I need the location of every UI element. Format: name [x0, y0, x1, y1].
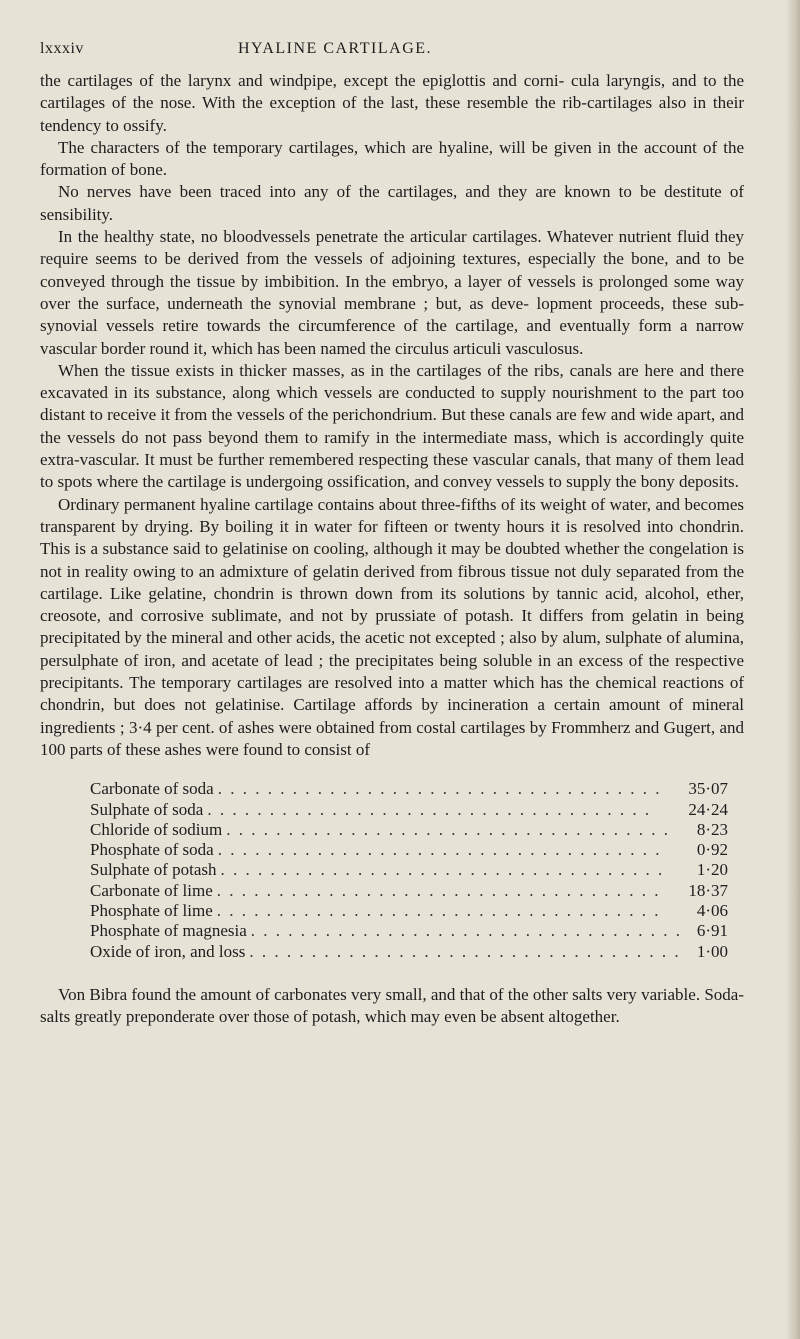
substance-value: 6·91	[696, 921, 728, 941]
paragraph: When the tissue exists in thicker masses, as in the cartilages of the ribs, canals are here and there excavated in its substance, along which vessels are conducted to supply nourishment to the part too distant to receive it from the vessels of the perichondrium. But these canals are few and wide apart, and the vessels do not pass beyond them to ramify in the intermediate mass, which is accordingly quite extra-vascular. It must be further remembered respecting these vascular canals, that many of them lead to spots where the cartilage is undergoing ossification, and convey vessels to supply the bony deposits.	[40, 360, 744, 492]
paragraph: No nerves have been traced into any of the cartilages, and they are known to be destitute of sensibility.	[40, 182, 744, 224]
closing-text	[40, 984, 744, 1029]
paragraph: In the healthy state, no bloodvessels penetrate the articular cartilages. Whatever nutrient fluid they require seems to be derived from the vessels of adjoining textures, especially the bone, and to be conveyed through the tissue by imbibition. In the embryo, a layer of vessels is prolonged some way over the surface, underneath the synovial membrane ; but, as deve- lopment proceeds, these sub-synovial vessels retire towards the circumference of the cartilage, and eventually form a narrow vascular border round it, which has been named the circulus articuli vasculosus.	[40, 227, 744, 358]
page-number: lxxxiv	[40, 40, 84, 57]
paragraph: the cartilages of the larynx and windpipe, except the epiglottis and corni- cula laryngis, and to the cartilages of the nose. With the exception of the last, these resemble the rib-cartilages also in their tendency to ossify.	[40, 71, 744, 135]
paragraph: Ordinary permanent hyaline cartilage contains about three-fifths of its weight of water, and becomes transparent by drying. By boiling it in water for fifteen or twenty hours it is resolved into chondrin. This is a substance said to gelatinise on cooling, although it may be doubted whether the congelation is not in reality owing to an admixture of gelatin derived from fibrous tissue not duly separated from the cartilage. Like gelatine, chondrin is thrown down from its solutions by tannic acid, alcohol, ether, creosote, and corrosive sublimate, and not by prussiate of potash. It differs from gelatin in being precipitated by the mineral and other acids, the acetic not excepted ; also by alum, sulphate of alumina, persulphate of iron, and acetate of lead ; the precipitates being soluble in an excess of the respective precipitants. The temporary cartilages are resolved into a matter which has the chemical reactions of chondrin, but does not gelatinise. Cartilage affords by incineration a certain amount of mineral ingredients ; 3·4 per cent. of ashes were obtained from costal cartilages by Frommherz and Gugert, and 100 parts of these ashes were found to consist of	[40, 494, 744, 759]
dot-leader	[213, 881, 680, 901]
substance-value: 24·24	[688, 799, 728, 819]
dot-leader	[213, 901, 680, 921]
substance-label: Oxide of iron, and loss	[90, 941, 246, 961]
substance-value: 35·07	[688, 779, 728, 799]
table-row	[90, 800, 728, 820]
table-row	[90, 901, 728, 921]
substance-value: 1·00	[696, 941, 728, 961]
ash-composition-table	[90, 779, 728, 962]
table-row	[90, 860, 728, 880]
substance-label: Sulphate of soda	[90, 799, 204, 819]
paragraph: The characters of the temporary cartilages, which are hyaline, will be given in the account of the formation of bone.	[40, 137, 744, 180]
page-title: HYALINE CARTILAGE.	[238, 40, 433, 57]
table-row	[90, 840, 728, 860]
substance-label: Carbonate of soda	[90, 779, 214, 799]
substance-value: 8·23	[696, 819, 728, 839]
dot-leader	[247, 921, 680, 941]
substance-value: 0·92	[696, 840, 728, 860]
dot-leader	[214, 779, 680, 799]
page-edge-shadow	[786, 0, 800, 1339]
table-row	[90, 779, 728, 799]
table-row	[90, 820, 728, 840]
closing-paragraph: Von Bibra found the amount of carbonates very small, and that of the other salts very variable. Soda-salts greatly preponderate over those of potash, which may even be absent altogether.	[40, 984, 744, 1027]
substance-label: Phosphate of lime	[90, 900, 213, 920]
substance-label: Phosphate of magnesia	[90, 921, 247, 941]
dot-leader	[203, 800, 680, 820]
table-row	[90, 921, 728, 941]
table-row	[90, 942, 728, 962]
dot-leader	[222, 820, 680, 840]
dot-leader	[217, 860, 680, 880]
substance-value: 1·20	[696, 860, 728, 880]
substance-value: 4·06	[696, 900, 728, 920]
substance-label: Chloride of sodium	[90, 819, 223, 839]
substance-label: Carbonate of lime	[90, 880, 213, 900]
book-page	[40, 40, 744, 1028]
substance-label: Sulphate of potash	[90, 860, 217, 880]
running-head	[40, 40, 744, 70]
table-row	[90, 881, 728, 901]
dot-leader	[245, 942, 680, 962]
body-text	[40, 70, 744, 761]
substance-label: Phosphate of soda	[90, 840, 214, 860]
dot-leader	[214, 840, 680, 860]
substance-value: 18·37	[688, 880, 728, 900]
